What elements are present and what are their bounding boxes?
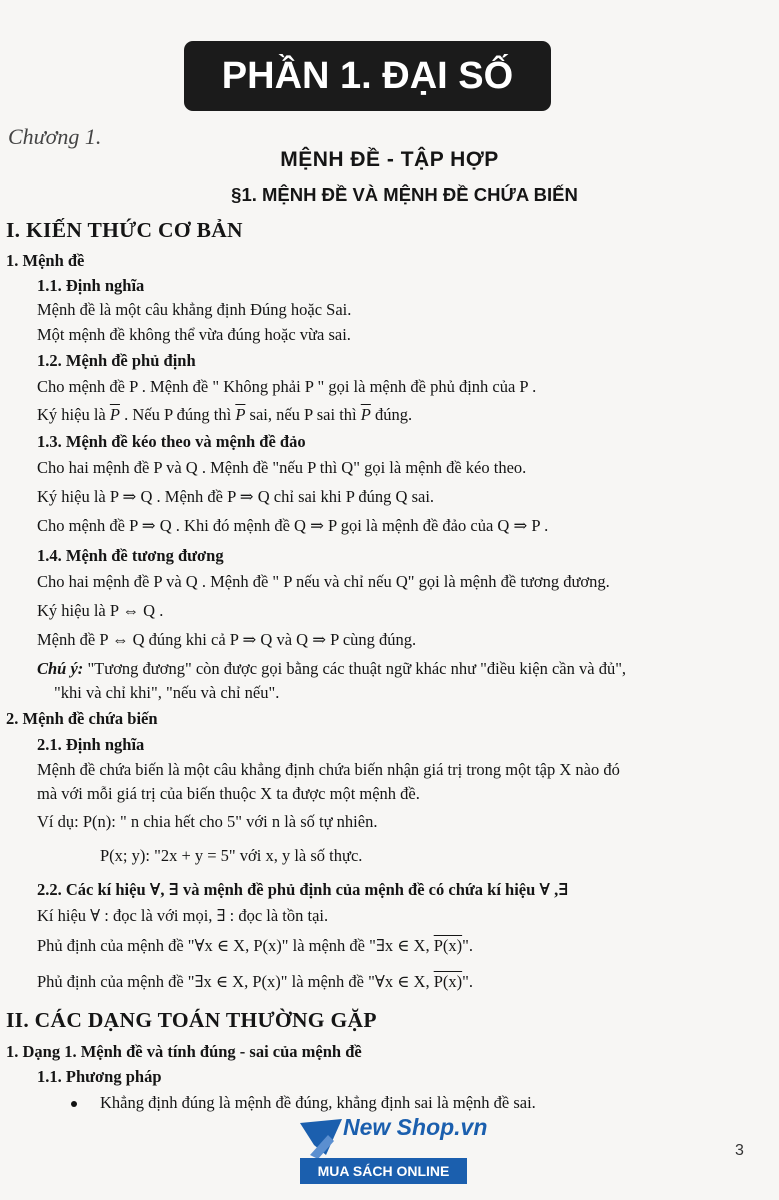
note-label: Chú ý: bbox=[37, 659, 84, 678]
heading-definition-2-1: 2.1. Định nghĩa bbox=[37, 735, 145, 754]
text-line-negation-forall bbox=[37, 936, 473, 956]
text-line: Mệnh đề là một câu khẳng định Đúng hoặc Sai. bbox=[37, 300, 352, 319]
text-line: Mệnh đề P ⇔ Q đúng khi cả P ⇒ Q và Q ⇒ P cùng đúng. bbox=[37, 630, 417, 649]
heading-quantifiers-2-2: 2.2. Các kí hiệu ∀, ∃ và mệnh đề phủ định của mệnh đề có chứa kí hiệu ∀ ,∃ bbox=[37, 880, 569, 899]
note-line bbox=[37, 659, 626, 679]
text-line: Kí hiệu ∀ : đọc là với mọi, ∃ : đọc là tồn tại. bbox=[37, 906, 329, 925]
p-bar-symbol: $\overline{P}$ bbox=[360, 405, 371, 424]
heading-equivalence-1-4: 1.4. Mệnh đề tương đương bbox=[37, 546, 224, 565]
text-fragment: Phủ định của mệnh đề "∀x ∈ X, P(x)" là mệnh đề "∃x ∈ X, bbox=[37, 936, 434, 955]
text-line: Một mệnh đề không thể vừa đúng hoặc vừa sai. bbox=[37, 325, 351, 344]
text-line: Cho hai mệnh đề P và Q . Mệnh đề " P nếu và chỉ nếu Q" gọi là mệnh đề tương đương. bbox=[37, 572, 610, 591]
heading-method-1-1: 1.1. Phương pháp bbox=[37, 1067, 162, 1086]
text-line: Cho mệnh đề P ⇒ Q . Khi đó mệnh đề Q ⇒ P gọi là mệnh đề đảo của Q ⇒ P . bbox=[37, 516, 549, 535]
heading-definition-1-1: 1.1. Định nghĩa bbox=[37, 276, 145, 295]
text-fragment: . Nếu P đúng thì bbox=[119, 405, 236, 424]
text-fragment: ". bbox=[462, 936, 473, 955]
chapter-label: Chương 1. bbox=[8, 124, 102, 149]
text-line: "khi và chỉ khi", "nếu và chỉ nếu". bbox=[54, 683, 280, 702]
logo-name: New Shop.vn bbox=[343, 1114, 488, 1140]
logo-tagline: MUA SÁCH ONLINE bbox=[300, 1158, 467, 1184]
part-banner: PHẦN 1. ĐẠI SỐ bbox=[184, 41, 551, 111]
text-fragment: Ký hiệu là bbox=[37, 405, 110, 424]
p-bar-symbol: $\overline{P}$ bbox=[109, 405, 120, 424]
text-line: Ký hiệu là P ⇒ Q . Mệnh đề P ⇒ Q chỉ sai khi P đúng Q sai. bbox=[37, 487, 435, 506]
px-bar-symbol: P(x) bbox=[433, 972, 463, 991]
text-line: mà với mỗi giá trị của biến thuộc X ta được một mệnh đề. bbox=[37, 784, 420, 803]
text-line: Cho mệnh đề P . Mệnh đề " Không phải P " gọi là mệnh đề phủ định của P . bbox=[37, 377, 537, 396]
text-line: Cho hai mệnh đề P và Q . Mệnh đề "nếu P thì Q" gọi là mệnh đề kéo theo. bbox=[37, 458, 527, 477]
subheading-type-1: 1. Dạng 1. Mệnh đề và tính đúng - sai của mệnh đề bbox=[6, 1042, 362, 1061]
text-fragment: đúng. bbox=[370, 405, 413, 424]
bullet-text: Khẳng định đúng là mệnh đề đúng, khẳng định sai là mệnh đề sai. bbox=[100, 1093, 536, 1112]
text-fragment: Phủ định của mệnh đề "∃x ∈ X, P(x)" là mệnh đề "∀x ∈ X, bbox=[37, 972, 434, 991]
p-bar-symbol: $\overline{P}$ bbox=[235, 405, 246, 424]
example-line: Ví dụ: P(n): " n chia hết cho 5" với n là số tự nhiên. bbox=[37, 812, 378, 831]
text-line: Ký hiệu là P ⇔ Q . bbox=[37, 601, 164, 620]
text-fragment: "Tương đương" còn được gọi bằng các thuật ngữ khác như "điều kiện cần và đủ", bbox=[83, 659, 627, 678]
heading-problem-types: II. CÁC DẠNG TOÁN THƯỜNG GẶP bbox=[6, 1008, 377, 1032]
chapter-title: MỆNH ĐỀ - TẬP HỢP bbox=[280, 148, 499, 171]
subheading-proposition: 1. Mệnh đề bbox=[6, 251, 85, 270]
heading-negation-1-2: 1.2. Mệnh đề phủ định bbox=[37, 351, 196, 370]
px-bar-symbol: P(x) bbox=[433, 936, 463, 955]
heading-implication-1-3: 1.3. Mệnh đề kéo theo và mệnh đề đảo bbox=[37, 432, 306, 451]
text-fragment: ". bbox=[462, 972, 473, 991]
subheading-open-statement: 2. Mệnh đề chứa biến bbox=[6, 709, 158, 728]
example-line: P(x; y): "2x + y = 5" với x, y là số thực. bbox=[100, 846, 363, 865]
heading-basic-knowledge: I. KIẾN THỨC CƠ BẢN bbox=[6, 218, 243, 242]
text-line-negation-notation bbox=[37, 405, 412, 425]
text-line: Mệnh đề chứa biến là một câu khẳng định chứa biến nhận giá trị trong một tập X nào đó bbox=[37, 760, 620, 779]
bullet-icon bbox=[71, 1101, 77, 1107]
text-fragment: sai, nếu P sai thì bbox=[245, 405, 361, 424]
section-title: §1. MỆNH ĐỀ VÀ MỆNH ĐỀ CHỨA BIẾN bbox=[231, 184, 578, 205]
text-line-negation-exists bbox=[37, 972, 473, 992]
page-number: 3 bbox=[735, 1142, 744, 1159]
